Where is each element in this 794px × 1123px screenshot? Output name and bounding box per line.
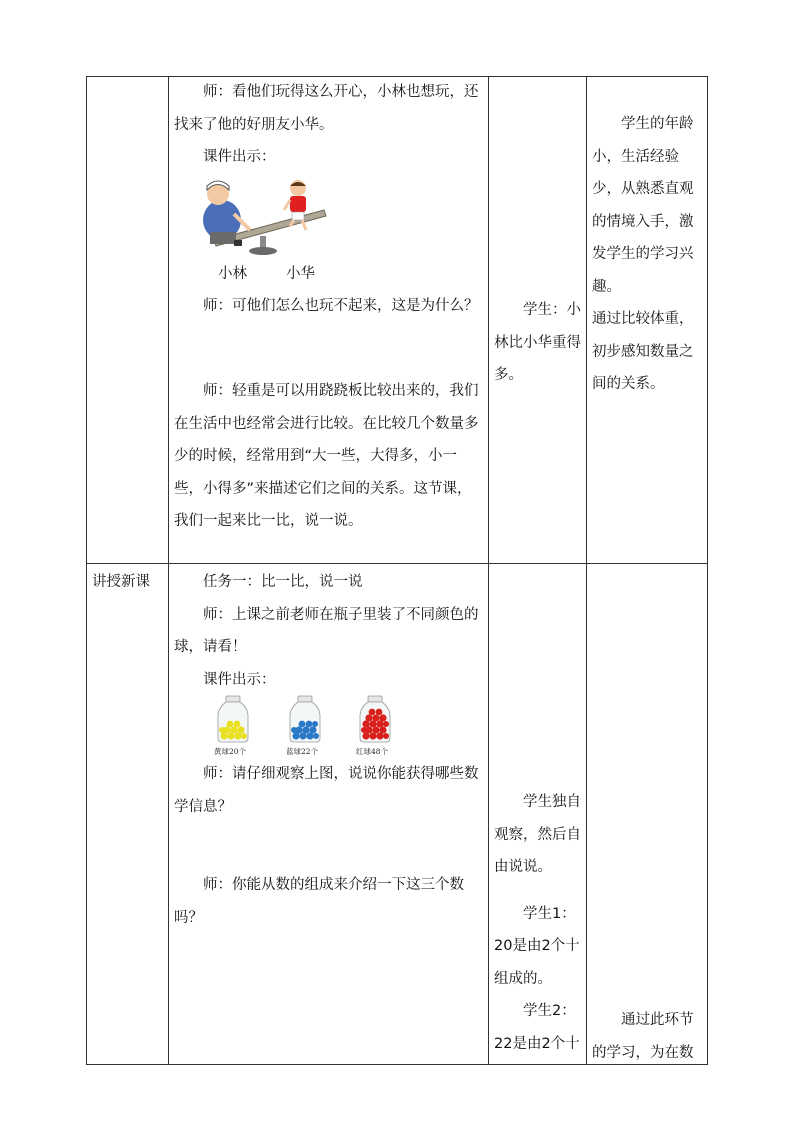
intent-text: 通过比较体重，初步感知数量之间的关系。 [592, 311, 694, 392]
xiaolin-legs [210, 232, 236, 244]
table-border-right [707, 76, 708, 1065]
task-title: 任务一：比一比，说一说 [203, 574, 363, 590]
row-divider [86, 563, 708, 564]
yellow-jar [218, 696, 248, 742]
row2-intent-cell [592, 1004, 702, 1069]
teacher-explanation: 师：轻重是可以用跷跷板比较出来的，我们在生活中也经常会进行比较。在比较几个数量多少的时候，经常用到“大一些，大得多，小一些，小得多”来描述它们之间的关系。这节课，我们一起来比一比，说一说。 [174, 383, 479, 529]
teacher-question: 师：你能从数的组成来介绍一下这三个数吗？ [174, 877, 464, 926]
ball-jars-illustration [210, 694, 400, 758]
table-border-left [86, 76, 87, 1065]
xiaohua-shorts [292, 212, 304, 220]
column-divider-3 [586, 76, 587, 1065]
row1-student-cell [494, 294, 582, 392]
column-divider-1 [168, 76, 169, 1065]
blue-jar-label: 蓝球22个 [286, 747, 319, 756]
red-jar [360, 696, 390, 742]
row2-teacher-cell [174, 566, 483, 934]
illustration-captions [174, 258, 483, 290]
teacher-question: 师：请仔细观察上图，说说你能获得哪些数学信息？ [174, 766, 479, 815]
column-divider-2 [488, 76, 489, 1065]
caption-xiaolin: 小林 [218, 265, 247, 282]
seesaw-illustration [194, 180, 344, 258]
xiaolin-shoe [234, 240, 242, 246]
lesson-plan-table [86, 76, 708, 1065]
caption-xiaohua: 小华 [286, 265, 315, 282]
seesaw-base [249, 247, 277, 255]
courseware-label: 课件出示： [203, 149, 276, 165]
intent-text: 通过此环节的学习，为在数 [592, 1012, 694, 1061]
row1-teacher-cell [174, 76, 483, 538]
teacher-line: 师：看他们玩得这么开心，小林也想玩，还找来了他的好朋友小华。 [174, 84, 479, 133]
courseware-label: 课件出示： [203, 671, 276, 688]
student-answer: 学生1：20是由2个十组成的。 [494, 905, 580, 987]
teacher-line: 师：上课之前老师在瓶子里装了不同颜色的球，请看！ [174, 606, 479, 655]
yellow-jar-label: 黄球20个 [214, 747, 247, 756]
intent-text: 学生的年龄小，生活经验少，从熟悉直观的情境入手，激发学生的学习兴趣。 [592, 116, 694, 295]
row1-intent-cell [592, 108, 702, 401]
red-jar-label: 红球48个 [356, 747, 389, 756]
blue-jar [290, 696, 320, 742]
teacher-question: 师：可他们怎么也玩不起来，这是为什么？ [203, 297, 479, 314]
xiaohua-arm [284, 200, 290, 210]
row2-stage-cell [92, 566, 164, 599]
stage-label: 讲授新课 [92, 574, 150, 590]
row2-student-cell [494, 786, 582, 1060]
student-answer: 学生2：22是由2个十 [494, 1003, 580, 1052]
student-answer: 学生独自观察，然后自由说说。 [494, 794, 581, 875]
student-answer: 学生：小林比小华重得多。 [494, 302, 581, 383]
xiaohua-shirt [290, 196, 306, 212]
